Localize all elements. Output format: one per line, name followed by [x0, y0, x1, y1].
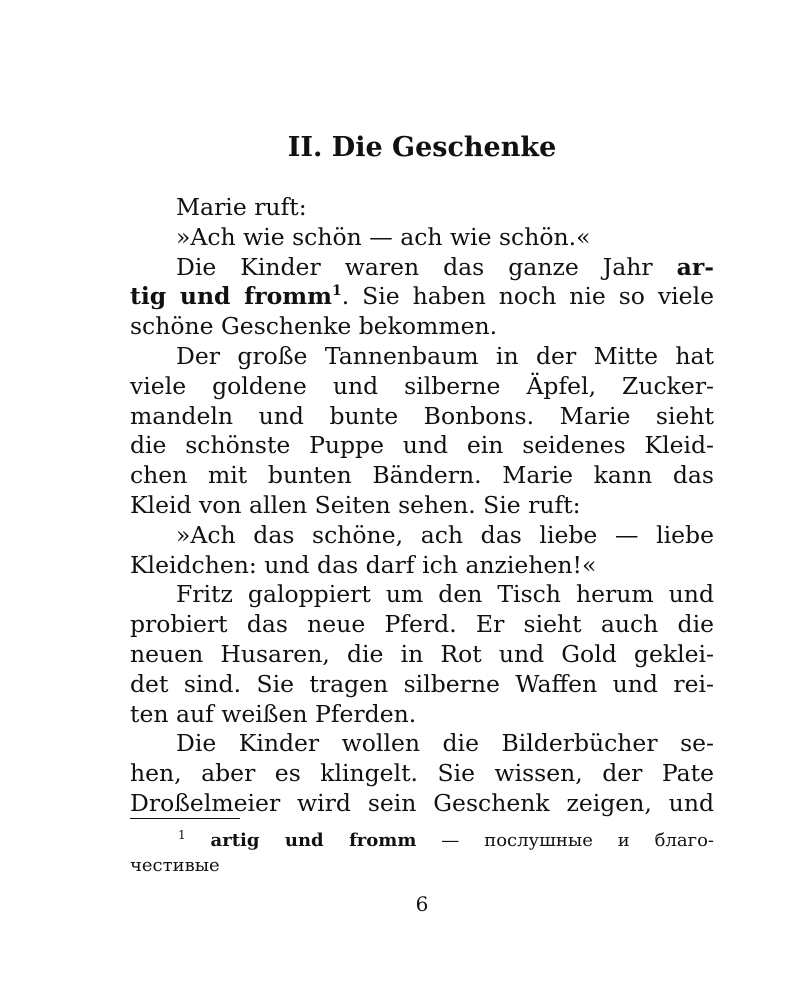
text-line: probiert das neue Pferd. Er sieht auch die: [130, 610, 714, 639]
footnote-line-start: [178, 830, 416, 851]
footnote-line: [130, 828, 714, 853]
text-line: det sind. Sie tragen silberne Waffen und rei-: [130, 669, 714, 698]
footnote-term: artig und fromm: [210, 830, 417, 851]
text-line: chen mit bunten Bändern. Marie kann das: [130, 461, 714, 490]
text-line: Fritz galoppiert um den Tisch herum und: [176, 580, 714, 609]
text-line: hen, aber es klingelt. Sie wissen, der Pate: [130, 759, 714, 788]
text-line: schöne Geschenke bekommen.: [130, 312, 498, 341]
footnote-number: 1: [178, 828, 186, 842]
line-text: . Sie haben noch nie so viele: [341, 282, 715, 311]
text-line: ten auf weißen Pferden.: [130, 699, 417, 728]
text-line: [130, 253, 714, 283]
footnote-translation: послушные и благо-: [484, 830, 714, 851]
text-line: Kleid von allen Seiten sehen. Sie ruft:: [130, 490, 581, 519]
text-line: mandeln und bunte Bonbons. Marie sieht: [130, 401, 714, 430]
footnote: [130, 828, 714, 878]
footnote-line: честивые: [130, 855, 220, 876]
chapter-title: II. Die Geschenke: [287, 132, 557, 163]
text-line: [130, 282, 714, 312]
text-line: »Ach das schöne, ach das liebe — liebe: [176, 520, 714, 549]
footnote-marker[interactable]: 1: [332, 283, 342, 300]
text-line: »Ach wie schön — ach wie schön.«: [176, 222, 591, 251]
footnote-term-part: tig und fromm: [130, 282, 332, 311]
text-line: Marie ruft:: [176, 193, 307, 221]
footnote-term-group: [130, 282, 714, 310]
text-line: Der große Tannenbaum in der Mitte hat: [176, 341, 714, 370]
line-text: Die Kinder waren das ganze Jahr: [176, 252, 653, 281]
text-line: die schönste Puppe und ein seidenes Kleid-: [130, 431, 714, 460]
text-line: neuen Husaren, die in Rot und Gold geklei-: [130, 639, 714, 668]
text-line: Kleidchen: und das darf ich anziehen!«: [130, 550, 597, 579]
footnote-divider: [130, 818, 240, 819]
footnote-term-part: ar-: [676, 252, 714, 281]
text-line: Die Kinder wollen die Bilderbücher se-: [176, 729, 714, 758]
footnote-dash: —: [441, 830, 460, 851]
text-line: viele goldene und silberne Äpfel, Zucker-: [130, 371, 714, 400]
page-number: 6: [415, 892, 429, 916]
text-line: Droßelmeier wird sein Geschenk zeigen, und: [130, 788, 714, 817]
chapter-body: [130, 193, 714, 819]
